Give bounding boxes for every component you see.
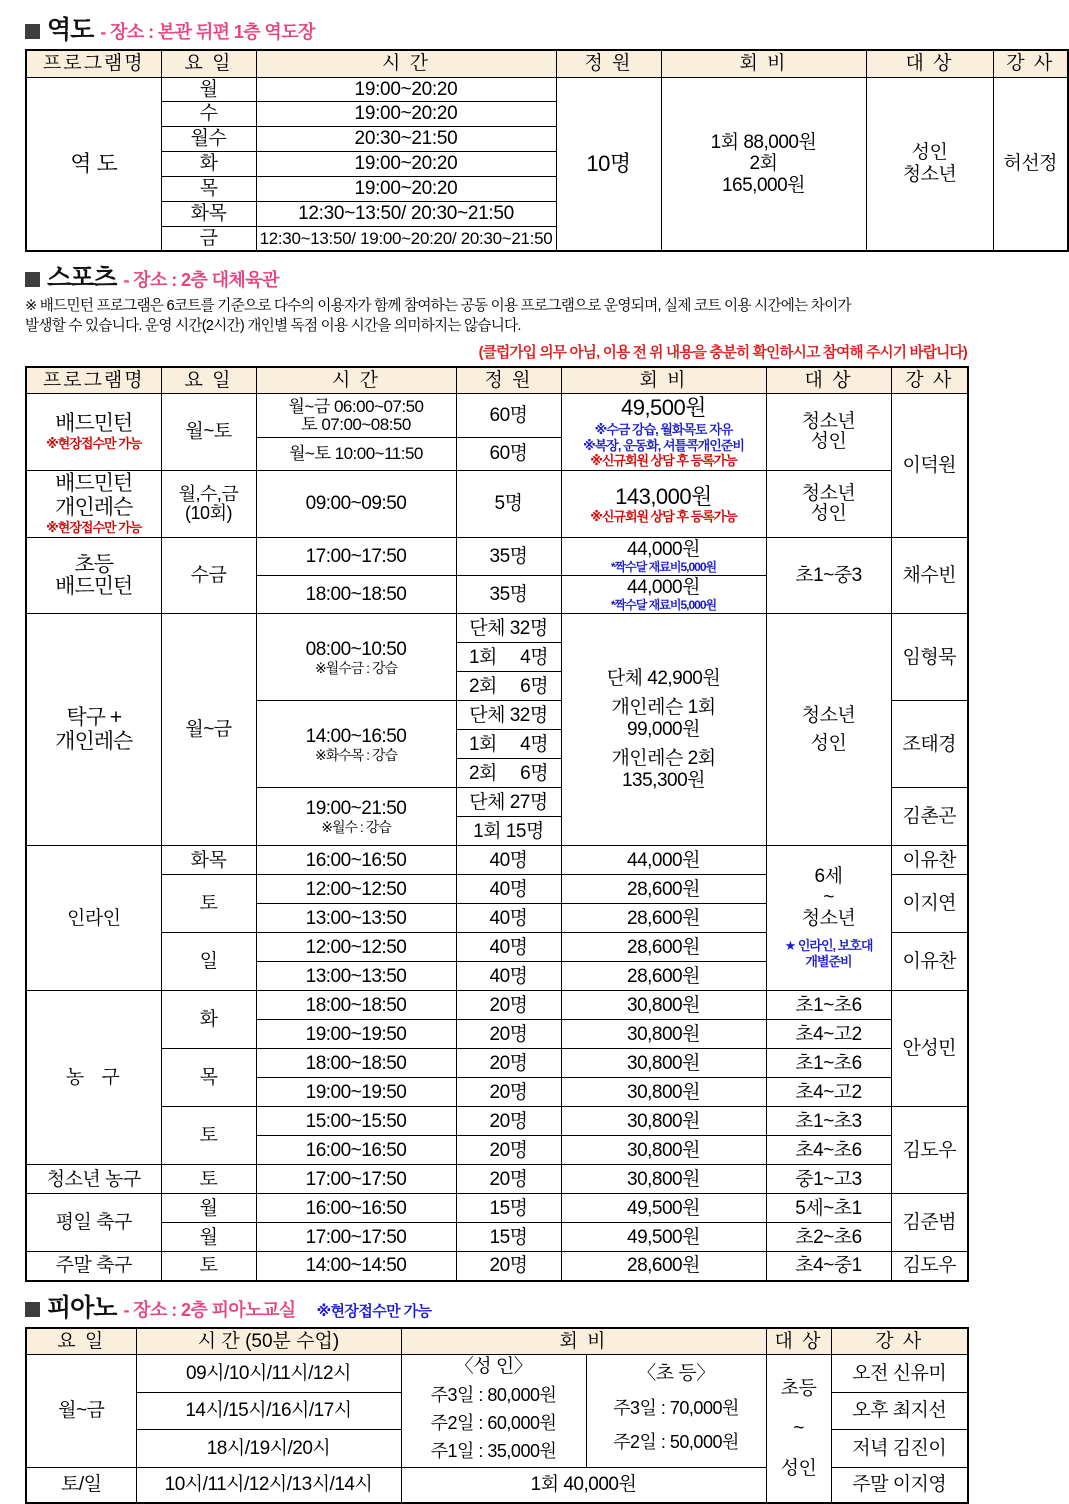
teacher-cell: 이유찬 <box>891 846 968 875</box>
fee-amount: 143,000원 <box>615 483 712 509</box>
target-cell <box>766 471 891 538</box>
target-line-1: 성인 <box>911 142 948 164</box>
capacity-cell: 2회 6명 <box>456 672 561 701</box>
target-line-2: 성인 <box>810 431 847 453</box>
fee-amount: 49,500원 <box>620 395 707 421</box>
fee-cell <box>561 576 766 614</box>
section-header-piano <box>25 1282 967 1324</box>
fee-cell <box>661 77 866 251</box>
table-row-inline <box>26 846 968 875</box>
fee-line-4: 개인레슨 2회 <box>611 747 716 769</box>
program-name-basketball: 농 구 <box>26 991 161 1165</box>
fee-line-1: 단체 42,900원 <box>606 668 721 690</box>
day-cell: 월 <box>161 1223 256 1252</box>
fee-cell: 30,800원 <box>561 1049 766 1078</box>
table-row-elem-badminton <box>26 538 968 576</box>
fee-cell: 28,600원 <box>561 933 766 962</box>
time-cell: 17:00~17:50 <box>256 538 456 576</box>
program-label-2: 개인레슨 <box>55 496 133 520</box>
section-title-piano: 피아노 <box>47 1293 117 1322</box>
day-cell: 금 <box>161 226 256 251</box>
day-cell: 화목 <box>161 846 256 875</box>
teacher-cell: 김촌곤 <box>891 788 968 846</box>
teacher-cell: 오후 최지선 <box>831 1392 968 1430</box>
table-row <box>26 77 1068 102</box>
capacity-cell: 20명 <box>456 1107 561 1136</box>
target-line-2: 성인 <box>810 733 847 755</box>
sports-notice-red: (클럽가입 의무 아님, 이용 전 위 내용을 충분히 확인하시고 참여해 주시기 바랍니다) <box>478 344 967 361</box>
time-cell <box>256 788 456 846</box>
target-cell: 중1~고3 <box>766 1165 891 1194</box>
time-line-1: 월~금 06:00~07:50 <box>288 396 424 416</box>
time-label: 14:00~16:50 <box>305 725 407 747</box>
time-cell: 09:00~09:50 <box>256 471 456 538</box>
fee-cell: 49,500원 <box>561 1194 766 1223</box>
target-line-3: 성인 <box>780 1457 817 1479</box>
time-cell: 19:00~20:20 <box>256 102 556 127</box>
fee-line-3: 165,000원 <box>721 174 806 196</box>
capacity-cell: 40명 <box>456 904 561 933</box>
fee-cell: 49,500원 <box>561 1223 766 1252</box>
program-note: ※현장접수만 가능 <box>46 520 142 536</box>
fee-adult-title: 〈성 인〉 <box>454 1356 533 1378</box>
target-cell: 초4~중1 <box>766 1252 891 1281</box>
fee-cell: 30,800원 <box>561 1107 766 1136</box>
table-row-weekend-soccer <box>26 1252 968 1281</box>
capacity-cell: 40명 <box>456 962 561 991</box>
time-label: 19:00~21:50 <box>305 798 407 820</box>
program-name-tabletennis <box>26 614 161 846</box>
day-cell: 월수 <box>161 127 256 152</box>
time-cell: 19:00~20:20 <box>256 77 556 102</box>
section-place-weightlifting: - 장소 : 본관 뒤편 1층 역도장 <box>100 22 315 42</box>
fee-line-2: 개인레슨 1회 <box>611 697 716 719</box>
target-cell <box>766 1355 831 1504</box>
teacher-cell: 채수빈 <box>891 538 968 614</box>
capacity-cell: 단체 27명 <box>456 788 561 817</box>
col-fee: 회 비 <box>401 1328 766 1355</box>
fee-amount: 44,000원 <box>627 577 700 599</box>
col-fee: 회 비 <box>661 50 866 77</box>
time-cell: 13:00~13:50 <box>256 962 456 991</box>
teacher-cell: 김도우 <box>891 1107 968 1194</box>
day-cell: 토 <box>161 1252 256 1281</box>
fee-amount: 44,000원 <box>627 539 700 561</box>
capacity-cell: 10명 <box>556 77 661 251</box>
fee-cell <box>561 471 766 538</box>
target-cell <box>766 614 891 846</box>
col-day: 요 일 <box>161 50 256 77</box>
fee-note-2: ※복장, 운동화, 셔틀콕개인준비 <box>583 437 744 453</box>
capacity-cell: 15명 <box>456 1223 561 1252</box>
capacity-cell: 단체 32명 <box>456 701 561 730</box>
capacity-cell: 60명 <box>456 394 561 438</box>
target-line-1: 청소년 <box>801 411 856 433</box>
day-cell: 토 <box>161 1165 256 1194</box>
time-cell: 20:30~21:50 <box>256 127 556 152</box>
time-cell: 10시/11시/12시/13시/14시 <box>136 1467 401 1503</box>
program-name-weightlifting: 역 도 <box>26 77 161 251</box>
teacher-cell: 이지연 <box>891 875 968 933</box>
program-label-1: 초등 <box>74 552 114 576</box>
day-cell: 일 <box>161 933 256 991</box>
day-cell: 화 <box>161 152 256 177</box>
table-row-weekday-soccer <box>26 1223 968 1252</box>
time-cell: 12:00~12:50 <box>256 875 456 904</box>
program-note: ※현장접수만 가능 <box>46 436 142 452</box>
col-target: 대 상 <box>866 50 993 77</box>
fee-adult-3: 주1일 : 35,000원 <box>430 1441 557 1462</box>
target-cell: 초1~초6 <box>766 991 891 1020</box>
target-line-2: 성인 <box>810 503 847 525</box>
fee-cell: 44,000원 <box>561 846 766 875</box>
bullet-square-icon <box>25 1302 40 1317</box>
fee-cell <box>561 394 766 471</box>
section-title-weightlifting: 역도 <box>47 16 94 44</box>
fee-line-2: 2회 <box>749 153 778 175</box>
target-cell: 초1~초6 <box>766 1049 891 1078</box>
bullet-square-icon <box>25 272 40 287</box>
time-cell: 17:00~17:50 <box>256 1223 456 1252</box>
col-time: 시 간 <box>256 367 456 394</box>
teacher-cell: 이덕원 <box>891 394 968 538</box>
program-label-2: 배드민턴 <box>55 574 133 598</box>
capacity-cell: 20명 <box>456 1252 561 1281</box>
fee-cell: 28,600원 <box>561 904 766 933</box>
target-line-1: 청소년 <box>801 704 856 726</box>
sports-notice-line-2: 발생할 수 있습니다. 운영 시간(2시간) 개인별 독점 이용 시간을 의미하지는 않습니다. <box>25 318 521 335</box>
program-name-youth-basketball: 청소년 농구 <box>26 1165 161 1194</box>
capacity-cell: 60명 <box>456 438 561 471</box>
teacher-cell: 주말 이지영 <box>831 1467 968 1503</box>
capacity-cell: 40명 <box>456 933 561 962</box>
time-cell: 16:00~16:50 <box>256 846 456 875</box>
target-cell <box>866 77 993 251</box>
col-teacher: 강 사 <box>891 367 968 394</box>
fee-cell: 30,800원 <box>561 1165 766 1194</box>
col-day: 요 일 <box>161 367 256 394</box>
fee-cell: 28,600원 <box>561 962 766 991</box>
section-place-sports: - 장소 : 2층 대체육관 <box>123 270 279 291</box>
time-note: ※월수금 : 강습 <box>314 659 398 676</box>
teacher-cell: 조태경 <box>891 701 968 788</box>
day-cell: 수금 <box>161 538 256 614</box>
day-line-2: (10회) <box>185 503 232 524</box>
target-note-1: ★ 인라인, 보호대 <box>784 937 873 953</box>
capacity-cell: 40명 <box>456 846 561 875</box>
capacity-cell: 15명 <box>456 1194 561 1223</box>
target-line-1: 초등 <box>780 1378 817 1400</box>
col-fee: 회 비 <box>561 367 766 394</box>
time-cell: 19:00~20:20 <box>256 176 556 201</box>
capacity-cell: 20명 <box>456 1020 561 1049</box>
time-cell: 18시/19시/20시 <box>136 1430 401 1468</box>
time-cell: 12:30~13:50/ 20:30~21:50 <box>256 201 556 226</box>
table-row-badminton <box>26 394 968 438</box>
capacity-cell: 1회 4명 <box>456 643 561 672</box>
capacity-cell: 2회 6명 <box>456 759 561 788</box>
time-cell: 18:00~18:50 <box>256 1049 456 1078</box>
day-cell: 토 <box>161 1107 256 1165</box>
fee-line-5: 135,300원 <box>621 769 706 791</box>
spacer <box>564 741 764 748</box>
capacity-cell: 35명 <box>456 538 561 576</box>
target-line-2: 청소년 <box>902 163 957 185</box>
time-cell: 16:00~16:50 <box>256 1194 456 1223</box>
fee-note: *짝수달 재료비5,000원 <box>610 560 717 575</box>
fee-elem-1: 주3일 : 70,000원 <box>613 1397 739 1418</box>
day-cell: 목 <box>161 176 256 201</box>
table-row-basketball <box>26 991 968 1020</box>
day-cell <box>161 471 256 538</box>
table-row-youth-basketball <box>26 1165 968 1194</box>
fee-cell: 30,800원 <box>561 1020 766 1049</box>
target-line-1: 6세 <box>814 866 843 888</box>
target-line-1: 청소년 <box>801 483 856 505</box>
table-row-piano <box>26 1355 968 1393</box>
teacher-cell: 저녁 김진이 <box>831 1430 968 1468</box>
fee-note: ※신규회원 상담 후 등록가능 <box>590 508 737 524</box>
table-header-row <box>26 50 1068 77</box>
section-place-piano: - 장소 : 2층 피아노교실 <box>123 1299 296 1320</box>
time-cell: 09시/10시/11시/12시 <box>136 1355 401 1393</box>
program-label-2: 개인레슨 <box>55 729 133 753</box>
col-day: 요 일 <box>26 1328 136 1355</box>
table-header-row <box>26 367 968 394</box>
time-cell: 14:00~14:50 <box>256 1252 456 1281</box>
time-cell: 14시/15시/16시/17시 <box>136 1392 401 1430</box>
col-teacher: 강 사 <box>831 1328 968 1355</box>
fee-cell: 28,600원 <box>561 1252 766 1281</box>
fee-elem-cell <box>586 1355 766 1468</box>
col-target: 대 상 <box>766 367 891 394</box>
time-cell: 18:00~18:50 <box>256 991 456 1020</box>
table-row-basketball <box>26 1049 968 1078</box>
day-cell: 토 <box>161 875 256 933</box>
program-name-badminton <box>26 394 161 471</box>
teacher-cell: 허선정 <box>993 77 1068 251</box>
time-cell: 19:00~19:50 <box>256 1078 456 1107</box>
col-time: 시 간 <box>256 50 556 77</box>
col-target: 대 상 <box>766 1328 831 1355</box>
time-cell <box>256 394 456 438</box>
bullet-square-icon <box>25 24 40 39</box>
capacity-cell: 20명 <box>456 1165 561 1194</box>
day-cell: 토/일 <box>26 1467 136 1503</box>
teacher-cell: 김도우 <box>891 1252 968 1281</box>
program-label-1: 배드민턴 <box>55 472 133 496</box>
target-line-2: ~ <box>823 887 834 909</box>
col-capacity: 정 원 <box>556 50 661 77</box>
day-cell: 목 <box>161 1049 256 1107</box>
capacity-cell: 1회 4명 <box>456 730 561 759</box>
section-note-piano: ※현장접수만 가능 <box>316 1302 432 1320</box>
time-cell: 19:00~19:50 <box>256 1020 456 1049</box>
section-header-weightlifting <box>25 4 967 46</box>
table-row-weekday-soccer <box>26 1194 968 1223</box>
program-label: 배드민턴 <box>55 412 133 436</box>
time-cell: 17:00~17:50 <box>256 1165 456 1194</box>
program-name-inline: 인라인 <box>26 846 161 991</box>
capacity-cell: 20명 <box>456 1078 561 1107</box>
time-cell: 12:30~13:50/ 19:00~20:20/ 20:30~21:50 <box>256 226 556 251</box>
target-note-2: 개별준비 <box>805 954 852 970</box>
time-cell <box>256 701 456 788</box>
time-cell <box>256 614 456 701</box>
fee-adult-cell <box>401 1355 586 1468</box>
target-cell: 5세~초1 <box>766 1194 891 1223</box>
fee-cell: 30,800원 <box>561 1136 766 1165</box>
teacher-cell: 오전 신유미 <box>831 1355 968 1393</box>
capacity-cell: 20명 <box>456 1136 561 1165</box>
capacity-cell: 40명 <box>456 875 561 904</box>
program-name-elem-badminton <box>26 538 161 614</box>
sports-table <box>25 366 969 1282</box>
day-line-1: 월,수,금 <box>178 484 239 505</box>
piano-table <box>25 1327 969 1504</box>
target-cell: 초4~고2 <box>766 1078 891 1107</box>
fee-cell: 1회 40,000원 <box>401 1467 766 1503</box>
day-cell: 화목 <box>161 201 256 226</box>
time-line-2: 토 07:00~08:50 <box>301 414 411 434</box>
fee-cell <box>561 538 766 576</box>
capacity-cell: 단체 32명 <box>456 614 561 643</box>
capacity-cell: 1회 15명 <box>456 817 561 846</box>
fee-cell: 28,600원 <box>561 875 766 904</box>
day-cell: 월~금 <box>161 614 256 846</box>
day-cell: 수 <box>161 102 256 127</box>
col-capacity: 정 원 <box>456 367 561 394</box>
fee-note-3: ※신규회원 상담 후 등록가능 <box>590 453 737 469</box>
fee-cell <box>561 614 766 846</box>
col-time: 시 간 (50분 수업) <box>136 1328 401 1355</box>
capacity-cell: 35명 <box>456 576 561 614</box>
fee-line-3: 99,000원 <box>627 719 700 740</box>
time-cell: 19:00~20:20 <box>256 152 556 177</box>
fee-adult-1: 주3일 : 80,000원 <box>430 1385 557 1406</box>
target-cell: 초4~고2 <box>766 1020 891 1049</box>
program-label-1: 탁구 + <box>66 705 122 729</box>
target-cell <box>766 394 891 471</box>
section-title-sports: 스포츠 <box>47 264 117 293</box>
table-row-tabletennis <box>26 614 968 643</box>
day-cell: 화 <box>161 991 256 1049</box>
fee-adult-2: 주2일 : 60,000원 <box>430 1413 557 1434</box>
day-cell: 월 <box>161 1194 256 1223</box>
teacher-cell: 안성민 <box>891 991 968 1107</box>
fee-note-1: ※수금 강습, 월화목토 자유 <box>594 421 733 437</box>
fee-cell: 30,800원 <box>561 1078 766 1107</box>
target-cell <box>766 846 891 991</box>
time-cell: 12:00~12:50 <box>256 933 456 962</box>
day-cell: 월~토 <box>161 394 256 471</box>
target-cell: 초2~초6 <box>766 1223 891 1252</box>
capacity-cell: 20명 <box>456 1049 561 1078</box>
fee-elem-title: 〈초 등〉 <box>637 1363 715 1385</box>
time-cell: 월~토 10:00~11:50 <box>256 438 456 471</box>
fee-note: *짝수달 재료비5,000원 <box>610 598 717 613</box>
teacher-cell: 임형묵 <box>891 614 968 701</box>
teacher-cell: 김준범 <box>891 1194 968 1252</box>
col-teacher: 강 사 <box>993 50 1068 77</box>
table-row-basketball <box>26 1107 968 1136</box>
section-header-sports <box>25 252 967 294</box>
table-header-row <box>26 1328 968 1355</box>
sports-notice-line-1: ※ 배드민턴 프로그램은 6코트를 기준으로 다수의 이용자가 함께 참여하는 공동 이용 프로그램으로 운영되며, 실제 코트 이용 시간에는 차이가 <box>25 298 851 315</box>
time-cell: 13:00~13:50 <box>256 904 456 933</box>
program-name-badminton-lesson <box>26 471 161 538</box>
day-cell: 월 <box>161 77 256 102</box>
time-note: ※화수목 : 강습 <box>314 746 398 763</box>
time-cell: 18:00~18:50 <box>256 576 456 614</box>
capacity-cell: 20명 <box>456 991 561 1020</box>
program-name-weekend-soccer: 주말 축구 <box>26 1252 161 1281</box>
fee-line-1: 1회 88,000원 <box>710 132 817 154</box>
fee-elem-2: 주2일 : 50,000원 <box>613 1432 739 1453</box>
capacity-cell: 5명 <box>456 471 561 538</box>
target-line-3: 청소년 <box>801 908 856 930</box>
col-program: 프로그램명 <box>26 50 161 77</box>
weightlifting-table <box>25 49 1069 252</box>
target-cell: 초1~중3 <box>766 538 891 614</box>
program-name-weekday-soccer: 평일 축구 <box>26 1194 161 1252</box>
target-cell: 초1~초3 <box>766 1107 891 1136</box>
time-cell: 15:00~15:50 <box>256 1107 456 1136</box>
time-note: ※월수 : 강습 <box>321 819 391 836</box>
teacher-cell: 이유찬 <box>891 933 968 991</box>
fee-cell: 30,800원 <box>561 991 766 1020</box>
target-cell: 초4~초6 <box>766 1136 891 1165</box>
target-line-2: ~ <box>793 1417 804 1439</box>
time-cell: 16:00~16:50 <box>256 1136 456 1165</box>
col-program: 프로그램명 <box>26 367 161 394</box>
day-cell: 월~금 <box>26 1355 136 1468</box>
time-label: 08:00~10:50 <box>305 638 407 660</box>
